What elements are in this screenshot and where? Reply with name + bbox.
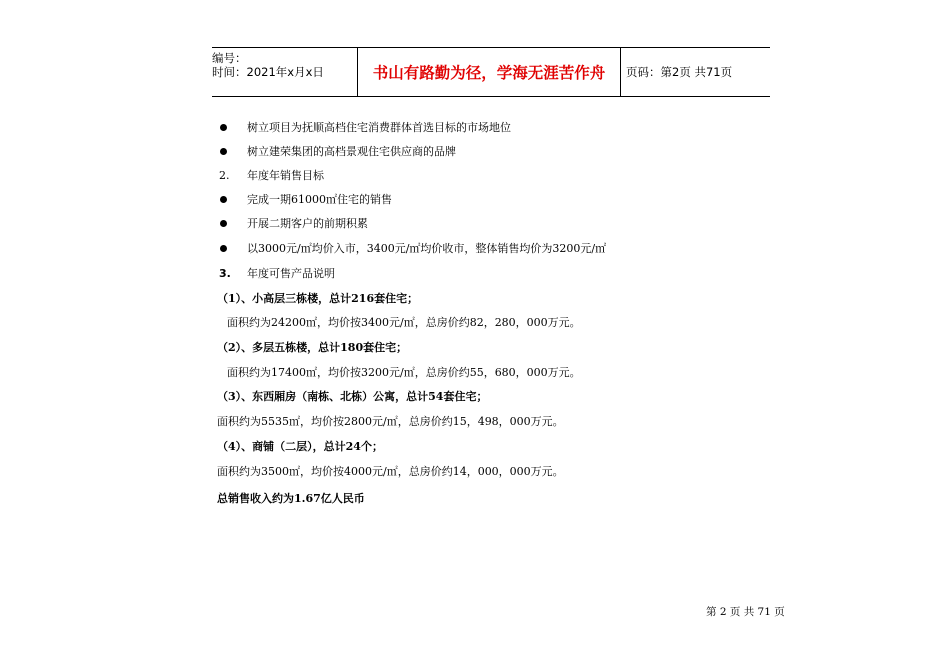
goal-item: 树立建荣集团的高档景观住宅供应商的品牌 [247, 145, 456, 158]
bullet-icon [220, 196, 227, 203]
section-title: 年度年销售目标 [247, 169, 324, 182]
product-title: （2）、多层五栋楼，总计180套住宅； [217, 341, 408, 354]
product-title: （3）、东西厢房（南栋、北栋）公寓，总计54套住宅； [217, 390, 488, 403]
goal-item: 树立项目为抚顺高档住宅消费群体首选目标的市场地位 [247, 121, 511, 134]
bullet-icon [220, 245, 227, 252]
section-number: 2. [219, 169, 230, 182]
product-desc: 面积约为5535㎡，均价按2800元/㎡，总房价约15，498，000万元。 [217, 415, 564, 428]
bullet-icon [220, 124, 227, 131]
product-desc: 面积约为3500㎡，均价按4000元/㎡，总房价约14，000，000万元。 [217, 465, 564, 478]
product-title: （1）、小高层三栋楼，总计216套住宅； [217, 292, 419, 305]
doc-time-label: 时间：2021年x月x日 [212, 65, 324, 79]
total-revenue: 总销售收入约为1.67亿人民币 [217, 492, 365, 505]
product-desc: 面积约为17400㎡，均价按3200元/㎡，总房价约55，680，000万元。 [227, 366, 581, 379]
product-title: （4）、商铺（二层），总计24个； [217, 440, 383, 453]
header-page-code: 页码：第2页 共71页 [626, 65, 733, 79]
target-item: 开展二期客户的前期积累 [247, 217, 368, 230]
page-footer: 第 2 页 共 71 页 [706, 606, 785, 618]
section-title: 年度可售产品说明 [247, 267, 335, 280]
product-desc: 面积约为24200㎡，均价按3400元/㎡，总房价约82，280，000万元。 [227, 316, 581, 329]
doc-number-label: 编号： [212, 51, 247, 65]
page-header [212, 47, 770, 97]
header-left [212, 48, 357, 99]
section-number: 3. [219, 267, 231, 280]
target-item: 以3000元/㎡均价入市，3400元/㎡均价收市，整体销售均价为3200元/㎡ [247, 242, 607, 255]
header-motto: 书山有路勤为径，学海无涯苦作舟 [357, 48, 621, 96]
target-item: 完成一期61000㎡住宅的销售 [247, 193, 392, 206]
bullet-icon [220, 148, 227, 155]
bullet-icon [220, 220, 227, 227]
